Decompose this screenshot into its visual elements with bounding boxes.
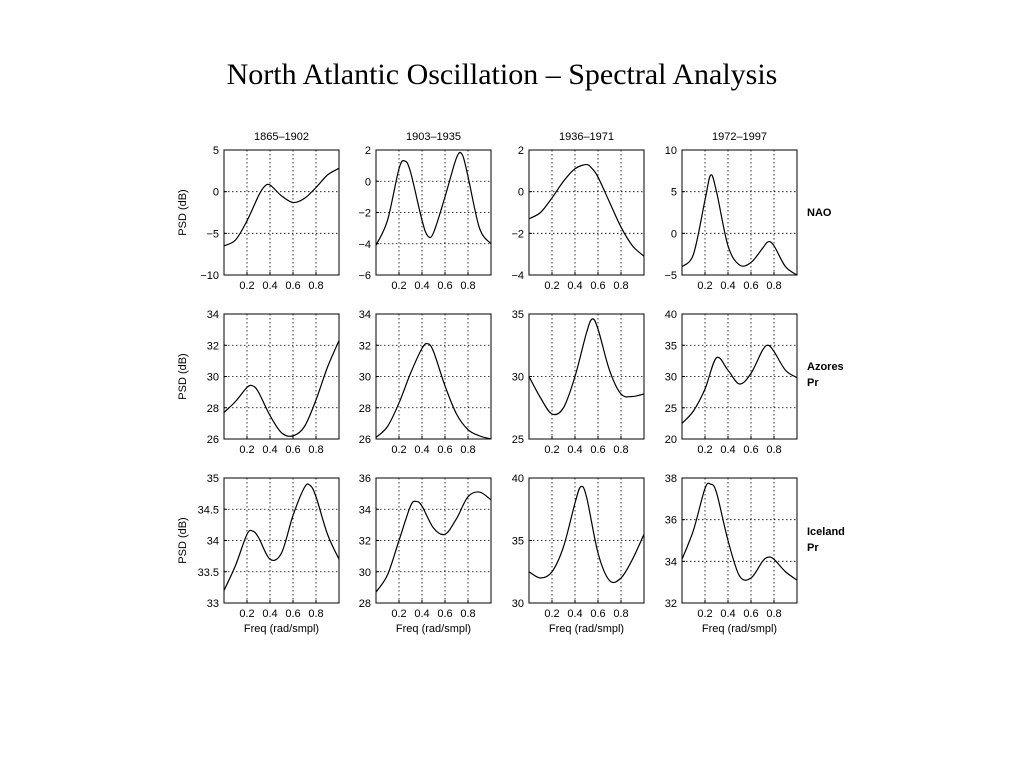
y-axis-label-r2c0: PSD (dB) xyxy=(177,517,189,564)
plot-frame-r0c0 xyxy=(224,150,339,275)
y-axis-label-r1c0: PSD (dB) xyxy=(177,353,189,400)
series-line-r2c3 xyxy=(682,483,797,580)
x-tick-label-r1c2: 0.6 xyxy=(590,444,606,456)
y-tick-label-r0c1: −6 xyxy=(358,270,371,282)
y-tick-label-r1c3: 20 xyxy=(664,434,677,446)
x-tick-label-r0c2: 0.8 xyxy=(613,280,629,292)
x-tick-label-r0c0: 0.2 xyxy=(239,280,255,292)
y-tick-label-r1c0: 26 xyxy=(206,434,219,446)
y-tick-label-r1c0: 30 xyxy=(206,371,219,384)
y-tick-label-r1c2: 35 xyxy=(511,309,524,321)
x-axis-label-r2c1: Freq (rad/smpl) xyxy=(395,623,472,635)
row-label-0-0: NAO xyxy=(807,207,832,219)
y-tick-label-r1c3: 40 xyxy=(664,309,677,321)
column-title-r0c3: 1972–1997 xyxy=(711,131,768,143)
x-tick-label-r2c2: 0.6 xyxy=(590,608,606,620)
x-tick-label-r1c3: 0.6 xyxy=(743,444,759,456)
y-tick-label-r1c1: 30 xyxy=(358,371,371,384)
y-axis-label-r0c0: PSD (dB) xyxy=(177,189,189,236)
y-tick-label-r0c0: 0 xyxy=(212,186,219,199)
x-axis-label-r2c3: Freq (rad/smpl) xyxy=(701,623,778,635)
x-tick-label-r1c3: 0.2 xyxy=(697,444,713,456)
y-tick-label-r0c1: −4 xyxy=(358,238,371,251)
y-tick-label-r2c1: 32 xyxy=(358,535,371,548)
y-tick-label-r0c1: 2 xyxy=(364,145,371,157)
x-tick-label-r0c1: 0.2 xyxy=(391,280,407,292)
series-line-r0c2 xyxy=(529,165,644,257)
series-line-r0c1 xyxy=(376,152,491,245)
series-line-r2c0 xyxy=(224,484,339,591)
x-tick-label-r2c2: 0.8 xyxy=(613,608,629,620)
x-tick-label-r1c0: 0.6 xyxy=(285,444,301,456)
y-tick-label-r2c0: 35 xyxy=(206,473,219,485)
x-tick-label-r1c3: 0.4 xyxy=(720,444,736,456)
x-tick-label-r0c1: 0.6 xyxy=(437,280,453,292)
x-tick-label-r0c3: 0.2 xyxy=(697,280,713,292)
y-tick-label-r2c3: 38 xyxy=(664,473,677,485)
row-label-1-1: Pr xyxy=(807,377,819,389)
x-tick-label-r2c1: 0.4 xyxy=(414,608,430,620)
x-tick-label-r2c0: 0.4 xyxy=(262,608,278,620)
x-tick-label-r2c0: 0.8 xyxy=(308,608,324,620)
series-line-r1c0 xyxy=(224,341,339,437)
x-tick-label-r1c2: 0.8 xyxy=(613,444,629,456)
column-title-r0c0: 1865–1902 xyxy=(253,131,310,143)
series-line-r1c1 xyxy=(376,344,491,439)
y-tick-label-r0c3: 10 xyxy=(664,145,677,157)
y-tick-label-r1c0: 32 xyxy=(206,340,219,353)
series-line-r2c2 xyxy=(529,486,644,582)
y-tick-label-r2c1: 36 xyxy=(358,473,371,485)
y-tick-label-r0c3: −5 xyxy=(664,270,677,282)
plot-frame-r0c2 xyxy=(529,150,644,275)
x-tick-label-r0c3: 0.4 xyxy=(720,280,736,292)
y-tick-label-r0c2: −4 xyxy=(511,270,524,282)
row-label-2-0: Iceland xyxy=(807,526,845,538)
plot-frame-r2c3 xyxy=(682,478,797,603)
x-tick-label-r0c1: 0.4 xyxy=(414,280,430,292)
x-tick-label-r2c3: 0.8 xyxy=(766,608,782,620)
x-tick-label-r2c2: 0.4 xyxy=(567,608,583,620)
x-tick-label-r0c3: 0.8 xyxy=(766,280,782,292)
y-tick-label-r2c3: 34 xyxy=(664,556,677,569)
y-tick-label-r1c3: 35 xyxy=(664,340,677,353)
y-tick-label-r0c2: 2 xyxy=(517,145,524,157)
x-tick-label-r1c1: 0.2 xyxy=(391,444,407,456)
column-title-r0c1: 1903–1935 xyxy=(405,131,462,143)
x-tick-label-r0c0: 0.8 xyxy=(308,280,324,292)
x-tick-label-r1c3: 0.8 xyxy=(766,444,782,456)
series-line-r0c3 xyxy=(682,175,797,275)
y-tick-label-r1c1: 34 xyxy=(358,309,371,321)
x-tick-label-r1c2: 0.2 xyxy=(544,444,560,456)
x-tick-label-r0c2: 0.6 xyxy=(590,280,606,292)
series-line-r0c0 xyxy=(224,168,339,246)
x-tick-label-r2c0: 0.6 xyxy=(285,608,301,620)
series-line-r1c3 xyxy=(682,345,797,423)
column-title-r0c2: 1936–1971 xyxy=(558,131,615,143)
y-tick-label-r0c3: 5 xyxy=(670,186,677,199)
y-tick-label-r0c0: −5 xyxy=(206,228,219,241)
x-tick-label-r1c1: 0.4 xyxy=(414,444,430,456)
y-tick-label-r2c2: 35 xyxy=(511,535,524,548)
series-line-r2c1 xyxy=(376,492,491,592)
x-tick-label-r0c2: 0.4 xyxy=(567,280,583,292)
y-tick-label-r1c2: 25 xyxy=(511,434,524,446)
x-tick-label-r1c0: 0.8 xyxy=(308,444,324,456)
x-tick-label-r2c1: 0.6 xyxy=(437,608,453,620)
y-tick-label-r2c0: 33 xyxy=(206,598,219,610)
y-tick-label-r2c0: 34.5 xyxy=(197,504,219,517)
y-tick-label-r1c1: 28 xyxy=(358,402,371,415)
y-tick-label-r0c1: 0 xyxy=(364,176,371,189)
y-tick-label-r1c1: 32 xyxy=(358,340,371,353)
y-tick-label-r0c3: 0 xyxy=(670,228,677,241)
x-tick-label-r2c1: 0.2 xyxy=(391,608,407,620)
y-tick-label-r2c1: 30 xyxy=(358,566,371,579)
y-tick-label-r2c3: 36 xyxy=(664,514,677,527)
x-axis-label-r2c0: Freq (rad/smpl) xyxy=(243,623,320,635)
y-tick-label-r0c2: 0 xyxy=(517,186,524,199)
x-tick-label-r0c2: 0.2 xyxy=(544,280,560,292)
y-tick-label-r2c0: 34 xyxy=(206,535,219,548)
y-tick-label-r1c0: 34 xyxy=(206,309,219,321)
y-tick-label-r0c1: −2 xyxy=(358,207,371,220)
y-tick-label-r1c3: 25 xyxy=(664,402,677,415)
y-tick-label-r2c3: 32 xyxy=(664,598,677,610)
y-tick-label-r2c1: 28 xyxy=(358,598,371,610)
x-tick-label-r1c1: 0.8 xyxy=(460,444,476,456)
y-tick-label-r0c2: −2 xyxy=(511,228,524,241)
y-tick-label-r1c1: 26 xyxy=(358,434,371,446)
y-tick-label-r2c2: 40 xyxy=(511,473,524,485)
x-tick-label-r1c1: 0.6 xyxy=(437,444,453,456)
x-tick-label-r2c3: 0.6 xyxy=(743,608,759,620)
y-tick-label-r0c0: 5 xyxy=(212,145,219,157)
x-tick-label-r2c2: 0.2 xyxy=(544,608,560,620)
x-tick-label-r0c0: 0.6 xyxy=(285,280,301,292)
y-tick-label-r1c3: 30 xyxy=(664,371,677,384)
x-tick-label-r2c1: 0.8 xyxy=(460,608,476,620)
x-tick-label-r2c3: 0.4 xyxy=(720,608,736,620)
y-tick-label-r1c2: 30 xyxy=(511,371,524,384)
x-tick-label-r0c3: 0.6 xyxy=(743,280,759,292)
x-axis-label-r2c2: Freq (rad/smpl) xyxy=(548,623,625,635)
y-tick-label-r0c0: −10 xyxy=(200,270,219,282)
x-tick-label-r0c1: 0.8 xyxy=(460,280,476,292)
slide-title: North Atlantic Oscillation – Spectral Analysis xyxy=(226,58,778,91)
series-line-r1c2 xyxy=(529,319,644,415)
row-label-1-0: Azores xyxy=(807,361,844,373)
y-tick-label-r2c0: 33.5 xyxy=(197,566,219,579)
y-tick-label-r2c2: 30 xyxy=(511,598,524,610)
x-tick-label-r1c0: 0.4 xyxy=(262,444,278,456)
row-label-2-1: Pr xyxy=(807,542,819,554)
x-tick-label-r2c3: 0.2 xyxy=(697,608,713,620)
x-tick-label-r1c0: 0.2 xyxy=(239,444,255,456)
x-tick-label-r1c2: 0.4 xyxy=(567,444,583,456)
y-tick-label-r1c0: 28 xyxy=(206,402,219,415)
x-tick-label-r0c0: 0.4 xyxy=(262,280,278,292)
x-tick-label-r2c0: 0.2 xyxy=(239,608,255,620)
y-tick-label-r2c1: 34 xyxy=(358,504,371,517)
